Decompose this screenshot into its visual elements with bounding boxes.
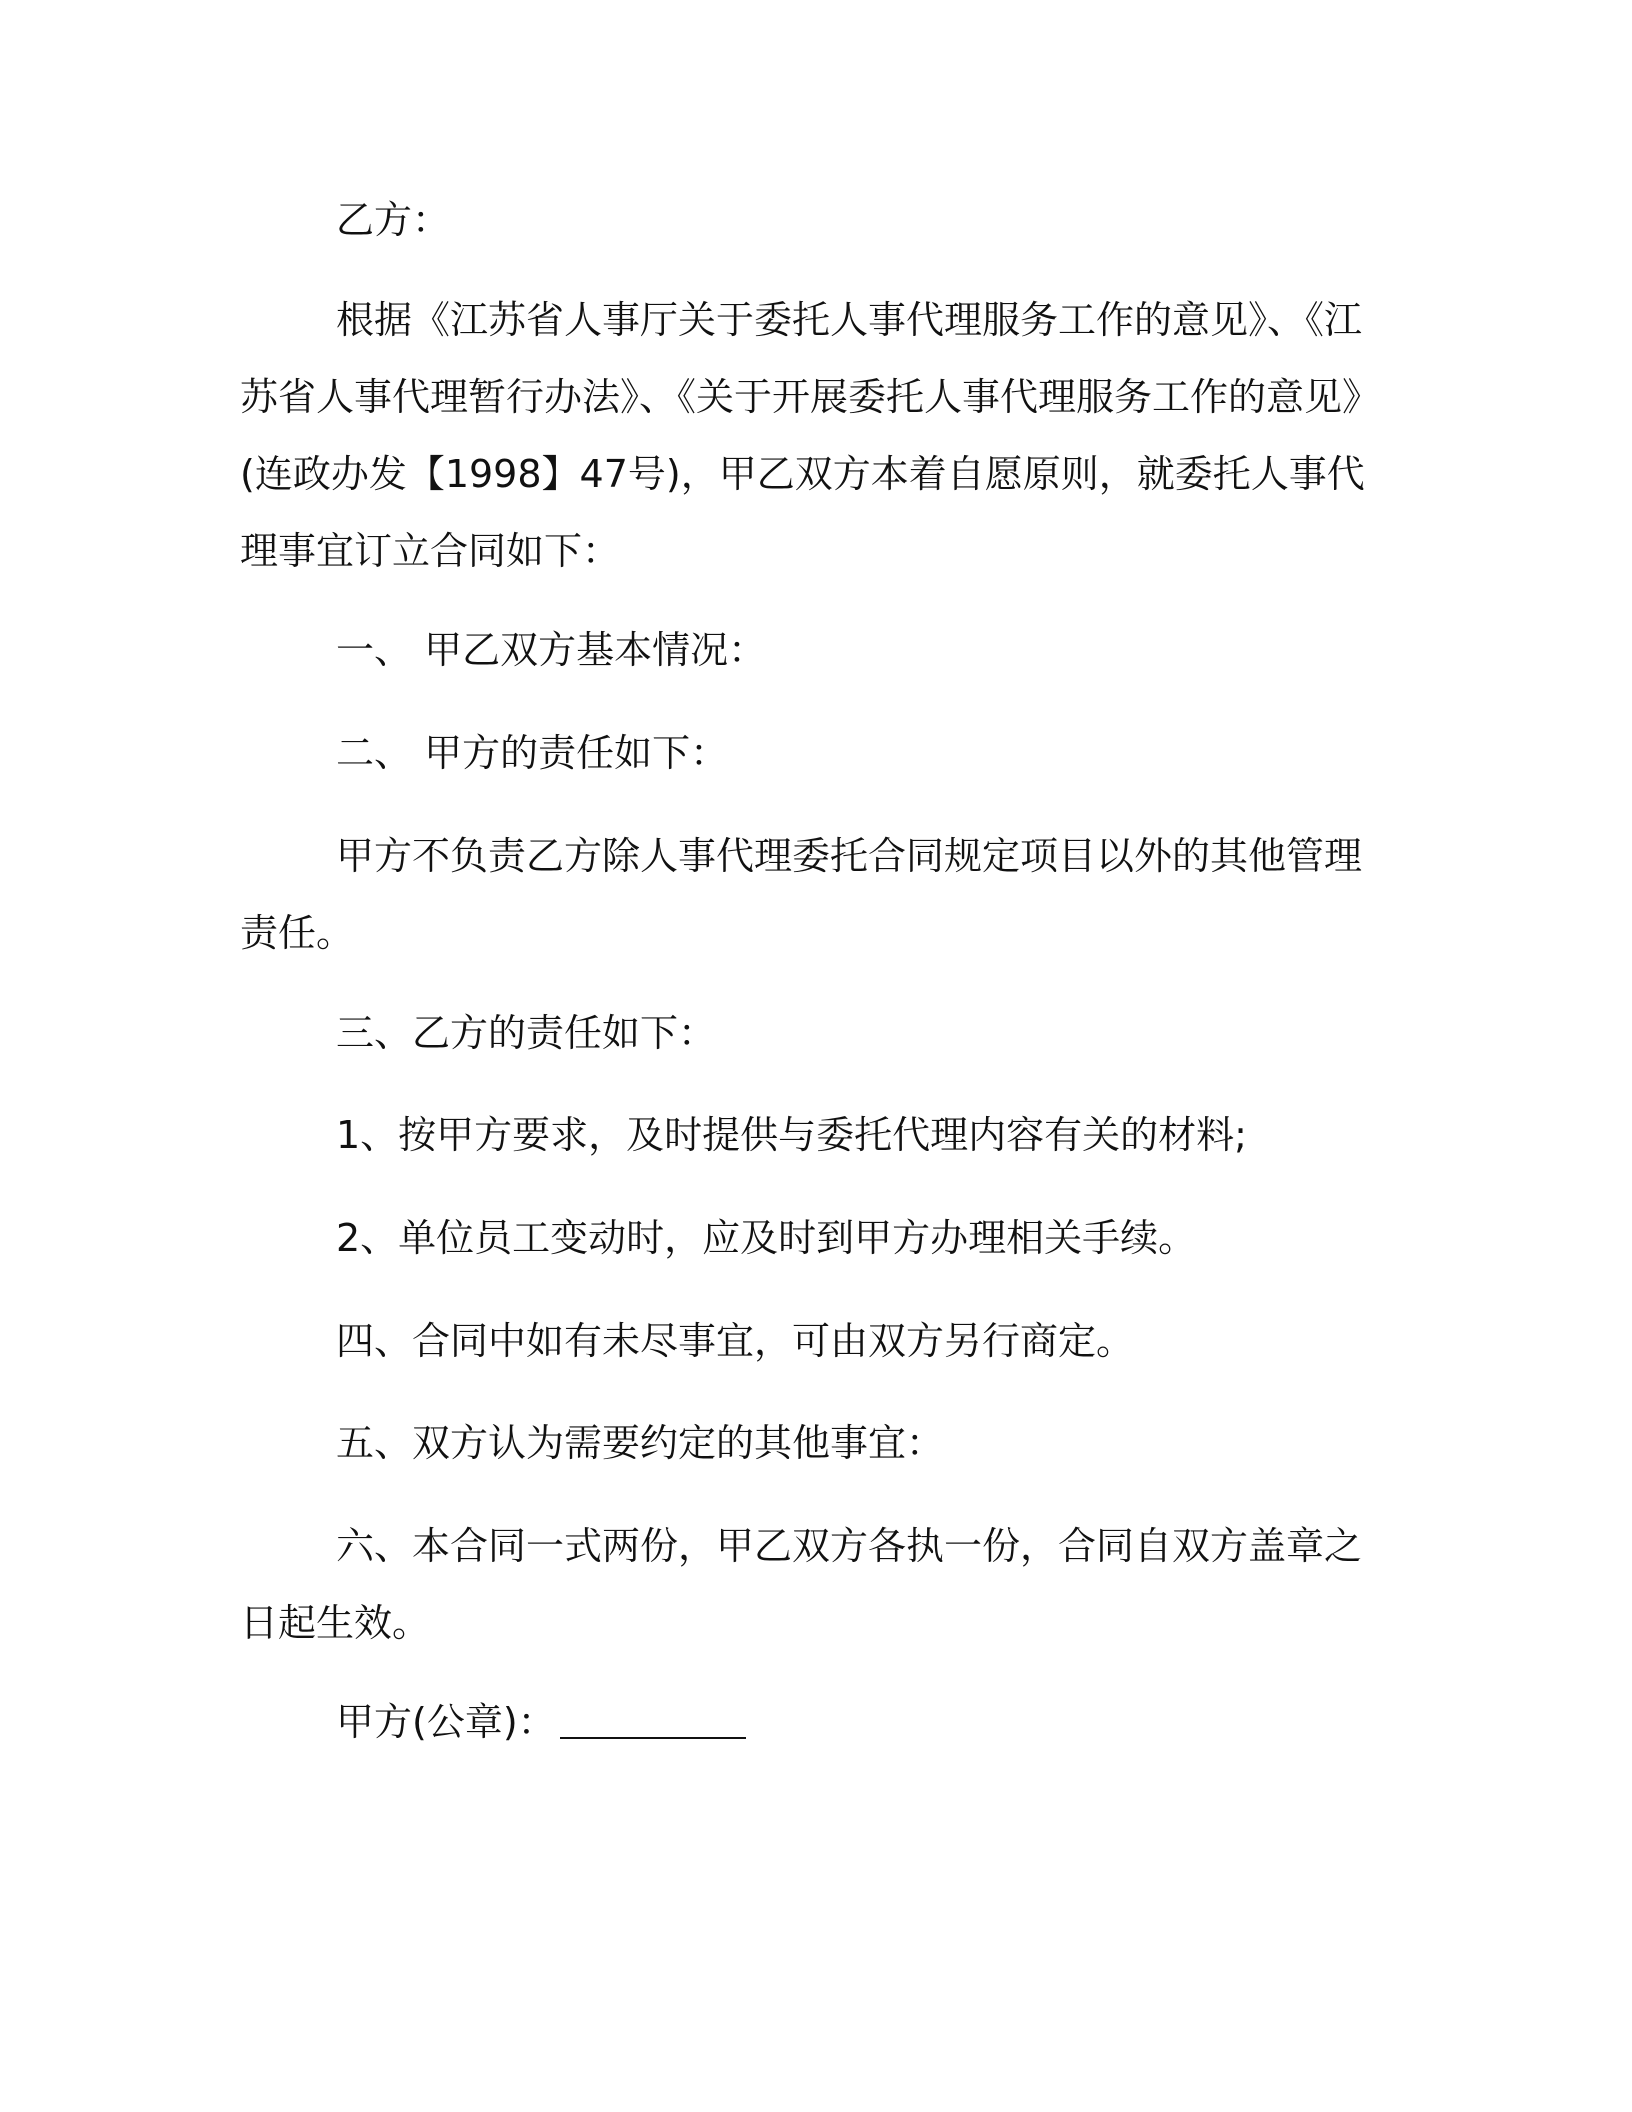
section-2-heading: 二、 甲方的责任如下：	[336, 731, 729, 775]
signature-blank-line	[560, 1697, 746, 1739]
section-4-text: 四、合同中如有未尽事宜，可由双方另行商定。	[336, 1319, 1135, 1363]
section-1-heading: 一、 甲乙双方基本情况：	[336, 628, 767, 672]
section-5-text: 五、双方认为需要约定的其他事宜：	[336, 1421, 945, 1465]
party-b-label: 乙方：	[336, 198, 451, 242]
party-a-seal-line	[240, 1684, 1370, 1761]
intro-paragraph: 根据《江苏省人事厅关于委托人事代理服务工作的意见》、《江苏省人事代理暂行办法》、《关于开展委托人事代理服务工作的意见》(连政办发【1998】47号)，甲乙双方本着自愿原则，就委托人事代理事宜订立合同如下：	[240, 298, 1365, 573]
section-6-text: 六、本合同一式两份，甲乙双方各执一份，合同自双方盖章之日起生效。	[240, 1524, 1363, 1645]
section-3-item-2: 2、单位员工变动时，应及时到甲方办理相关手续。	[336, 1216, 1197, 1260]
section-3-item-1: 1、按甲方要求，及时提供与委托代理内容有关的材料;	[336, 1113, 1247, 1157]
party-a-seal-label: 甲方(公章)：	[336, 1700, 556, 1744]
section-2-text: 甲方不负责乙方除人事代理委托合同规定项目以外的其他管理责任。	[240, 834, 1363, 955]
section-3-heading: 三、乙方的责任如下：	[336, 1011, 717, 1055]
